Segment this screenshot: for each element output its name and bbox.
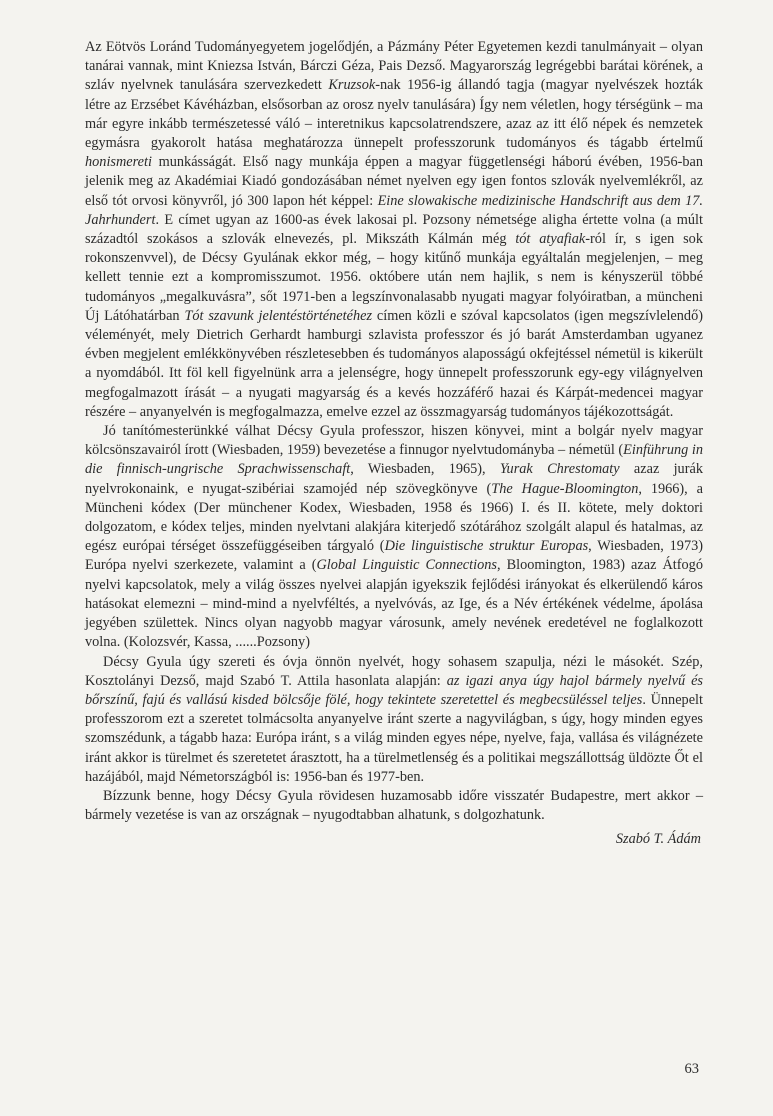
body-paragraph	[85, 653, 703, 787]
italic-text-run: Eine slowakische medizinische Handschrift aus dem 17. Jahrhundert	[85, 192, 703, 228]
italic-text-run: az igazi anya úgy hajol bármely nyelvű és bőrszínű, fajú és vallású kisded bölcsője fölé, hogy tekintete szeretettel és megbecsüléssel teljes	[85, 672, 703, 708]
italic-text-run: tót atyafiak	[515, 231, 586, 248]
text-run: Bízzunk benne, hogy Décsy Gyula rövidesen huzamosabb időre visszatér Budapestre, mert akkor – bármely vezetése is van az országnak – nyugodtabban alhatunk, s dolgozhatunk.	[85, 787, 703, 824]
article-body	[85, 38, 703, 825]
italic-text-run: The Hague-Bloomington	[491, 480, 639, 497]
text-run: -nak 1956-ig állandó tagja (magyar nyelvészek hozták létre az Erzsébet Kávéházban, elsősorban az orosz nyelv tanulására) Így nem véletlen, hogy térségünk – ma már egyre inkább természetessé váló – interetnikus kapcsolatrendszere, azaz az itt élő népek és nemzetek egymásra gyakorolt hatása meghatározza ünnepelt professzorunk tudományos és tágabb értelmű	[85, 77, 703, 152]
body-paragraph	[85, 38, 703, 422]
text-run: , Bloomington, 1983) azaz Átfogó nyelvi kapcsolatok, mely a világ összes nyelvei alapján igyekszik fejlődési irányokat és elkerülendő káros hatásokat elemezni – mind-mind a nyelvféltés, a nyelvóvás, az Ige, és a Név értékének védelme, ápolása jegyében születtek. Nincs olyan nagyobb magyar városunk, amely nevének eredetével ne foglalkozott volna. (Kolozsvér, Kassa, ......Pozsony)	[85, 557, 703, 651]
text-run: címen közli e szóval kapcsolatos (igen megszívlelendő) véleményét, mely Dietrich Gerhardt hamburgi szlavista professzor és jó barát Amsterdamban ugyanez évben megjelent emlékkönyvében részletesebben és tudományos alaposságú okfejtéssel németül is kikerült a nyomdából. Itt föl kell figyelnünk arra a jelenségre, hogy ünnepelt professzorunk egy-egy világnyelven megfogalmazott írását – a nyugati magyarság és a kevés hozzáférő hazai és Kárpát-medencei magyar részére – anyanyelvén is megfogalmazza, emelve ezzel az összmagyarság tudományos tájékozottságát.	[85, 307, 703, 420]
italic-text-run: Global Linguistic Connections	[316, 557, 497, 574]
text-run: azaz jurák nyelvrokonaink, e nyugat-szibériai szamojéd nép szövegkönyve (	[85, 461, 703, 497]
text-run: . E címet ugyan az 1600-as évek lakosai pl. Pozsony németsége aligha értette volna (a múlt századtól szokásos a szlovák elnevezés, pl. Mikszáth Kálmán még	[85, 211, 703, 248]
page-number: 63	[684, 1061, 699, 1077]
text-run: , 1966), a Müncheni kódex (Der münchener Kodex, Wiesbaden, 1958 és 1966) I. és II. kötete, mely doktori dolgozatom, e kódex teljes, minden nyelvtani alakjára kiterjedő szótárához szolgált alapul és hatalmas, az egész európai térséget összefüggéseiben tárgyaló (	[85, 480, 703, 555]
text-run: Décsy Gyula úgy szereti és óvja önnön nyelvét, hogy sohasem szapulja, nézi le másokét. Szép, Kosztolányi Dezső, majd Szabó T. Attila hasonlata alapján:	[85, 653, 703, 689]
text-run: -ról ír, s igen sok rokonszenvvel), de Décsy Gyulának ekkor még, – hogy kitűnő munkája egyáltalán megjelenjen, – meg kellett tennie ezt a kompromisszumot. 1956. októbere után nem hajlik, s nem is kényszerül többé tudományos „megalkuvásra”, sőt 1971-ben a legszínvonalasabb nyugati magyar folyóiratban, a müncheni Új Látóhatárban	[85, 231, 703, 324]
text-run: , Wiesbaden, 1973) Európa nyelvi szerkezete, valamint a (	[85, 538, 703, 574]
italic-text-run: Einführung in die finnisch-ungrische Sprachwissenschaft	[85, 442, 703, 478]
body-paragraph	[85, 422, 703, 652]
italic-text-run: Yurak Chrestomaty	[499, 461, 620, 478]
body-paragraph	[85, 787, 703, 825]
author-signature: Szabó T. Ádám	[615, 831, 701, 848]
italic-text-run: Die linguistische struktur Europas	[384, 538, 589, 555]
italic-text-run: Tót szavunk jelentéstörténetéhez	[184, 307, 373, 324]
text-run: munkásságát. Első nagy munkája éppen a magyar függetlenségi háború évében, 1956-ban jelenik meg az Akadémiai Kiadó gondozásában német nyelven egy igen fontos szlovák nyelvemlékről, az első tót orvosi könyvről, jó 300 lapon hét képpel:	[85, 154, 703, 209]
text-run: Az Eötvös Loránd Tudományegyetem jogelődjén, a Pázmány Péter Egyetemen kezdi tanulmányait – olyan tanárai vannak, mint Kniezsa István, Bárczi Géza, Pais Dezső. Magyarország legrégebbi barátai körének, a szláv nyelvnek tanulására szervezkedett	[85, 39, 703, 94]
text-run: , Wiesbaden, 1965),	[350, 461, 500, 478]
text-run: . Ünnepelt professzorom ezt a szeretet tolmácsolta anyanyelve iránt szerte a nagyvilágban, s úgy, hogy minden egyes szomszédunk, a tágabb haza: Európa iránt, s a világ minden egyes népe, nyelve, faja, vallása és világnézete iránt akkor is türelmet és szeretetet árasztott, ha a türelmetlenség és a politikai megszállottság üldözte Őt el hazájából, majd Németországból is: 1956-ban és 1977-ben.	[85, 691, 703, 785]
italic-text-run: Kruzsok	[328, 77, 376, 94]
italic-text-run: honismereti	[85, 154, 152, 171]
text-run: Jó tanítómesterünkké válhat Décsy Gyula professzor, hiszen könyvei, mint a bolgár nyelv magyar kölcsönszavairól írott (Wiesbaden, 1959) bevezetése a finnugor nyelvtudományba – németül (	[85, 423, 703, 459]
